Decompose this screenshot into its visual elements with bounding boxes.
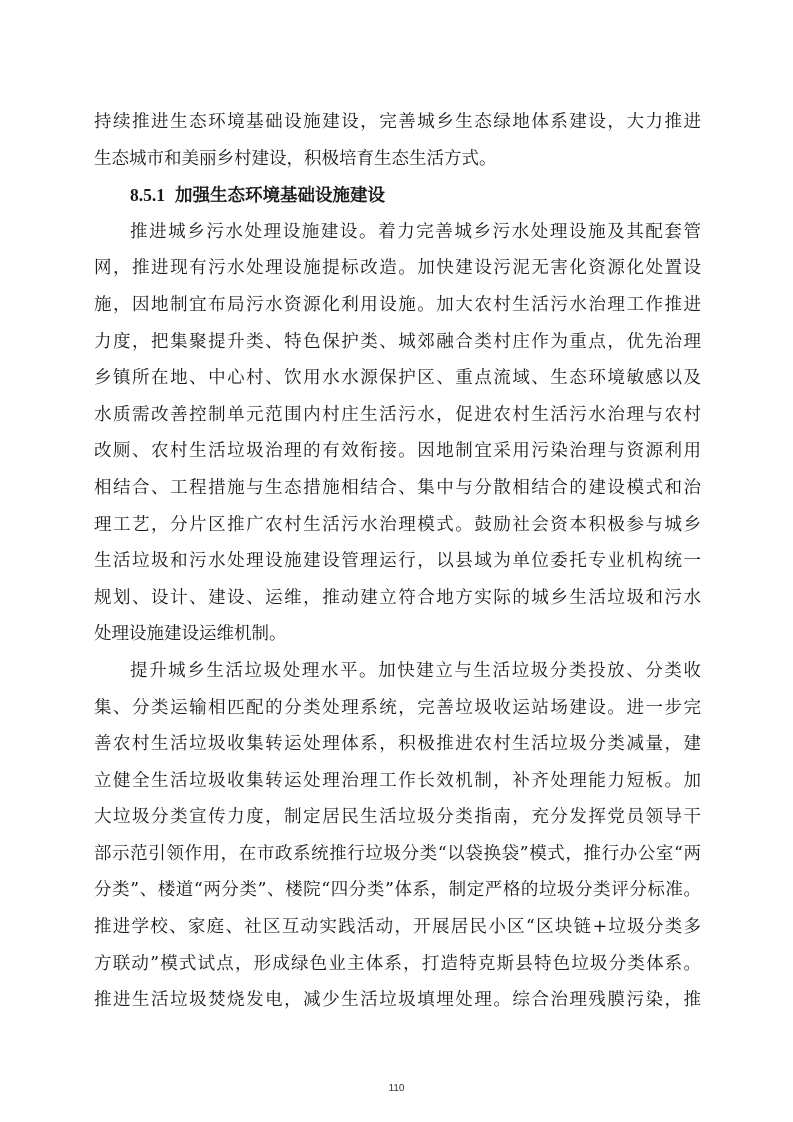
text-line: 推进学校、家庭、社区互动实践活动，开展居民小区“区块链+垃圾分类多 [94, 917, 701, 938]
text-line: 推进城乡污水处理设施建设。着力完善城乡污水处理设施及其配套管 [130, 221, 701, 242]
text-line: 力度，把集聚提升类、特色保护类、城郊融合类村庄作为重点，优先治理 [94, 331, 701, 352]
text-line: 改厕、农村生活垃圾治理的有效衔接。因地制宜采用污染治理与资源利用 [94, 441, 701, 462]
text-line: 理工艺，分片区推广农村生活污水治理模式。鼓励社会资本积极参与城乡 [94, 514, 701, 535]
intro-paragraph [94, 104, 701, 177]
text-line: 推进生活垃圾焚烧发电，减少生活垃圾填埋处理。综合治理残膜污染，推 [94, 990, 701, 1011]
text-line: 乡镇所在地、中心村、饮用水水源保护区、重点流域、生态环境敏感以及 [94, 368, 701, 389]
text-line: 施，因地制宜布局污水资源化利用设施。加大农村生活污水治理工作推进 [94, 294, 701, 315]
section-title: 加强生态环境基础设施建设 [175, 186, 385, 207]
text-line: 提升城乡生活垃圾处理水平。加快建立与生活垃圾分类投放、分类收 [130, 660, 701, 681]
text-line: 部示范引领作用，在市政系统推行垃圾分类“以袋换袋”模式，推行办公室“两 [94, 843, 701, 864]
paragraph-sewage [94, 214, 701, 653]
text-line: 分类”、楼道“两分类”、楼院“四分类”体系，制定严格的垃圾分类评分标准。 [94, 880, 701, 901]
text-line: 相结合、工程措施与生态措施相结合、集中与分散相结合的建设模式和治 [94, 477, 701, 498]
text-line: 大垃圾分类宣传力度，制定居民生活垃圾分类指南，充分发挥党员领导干 [94, 807, 701, 828]
text-line: 善农村生活垃圾收集转运处理体系，积极推进农村生活垃圾分类减量，建 [94, 734, 701, 755]
text-line: 集、分类运输相匹配的分类处理系统，完善垃圾收运站场建设。进一步完 [94, 697, 701, 718]
text-line: 持续推进生态环境基础设施建设，完善城乡生态绿地体系建设，大力推进 [94, 112, 701, 132]
section-heading [94, 177, 701, 214]
text-line: 规划、设计、建设、运维，推动建立符合地方实际的城乡生活垃圾和污水 [94, 587, 701, 608]
text-line: 生活垃圾和污水处理设施建设管理运行，以县域为单位委托专业机构统一 [94, 551, 701, 572]
text-line: 生态城市和美丽乡村建设，积极培育生态生活方式。 [94, 148, 497, 169]
text-line: 方联动”模式试点，形成绿色业主体系，打造特克斯县特色垃圾分类体系。 [94, 953, 701, 974]
text-line: 水质需改善控制单元范围内村庄生活污水，促进农村生活污水治理与农村 [94, 404, 701, 425]
text-line: 立健全生活垃圾收集转运处理治理工作长效机制，补齐处理能力短板。加 [94, 770, 701, 791]
page-body [94, 104, 701, 1019]
text-line: 网，推进现有污水处理设施提标改造。加快建设污泥无害化资源化处置设 [94, 258, 701, 279]
page-number: 110 [388, 1083, 405, 1094]
text-line: 处理设施建设运维机制。 [94, 624, 287, 645]
paragraph-garbage [94, 653, 701, 1019]
section-number: 8.5.1 [130, 185, 165, 206]
